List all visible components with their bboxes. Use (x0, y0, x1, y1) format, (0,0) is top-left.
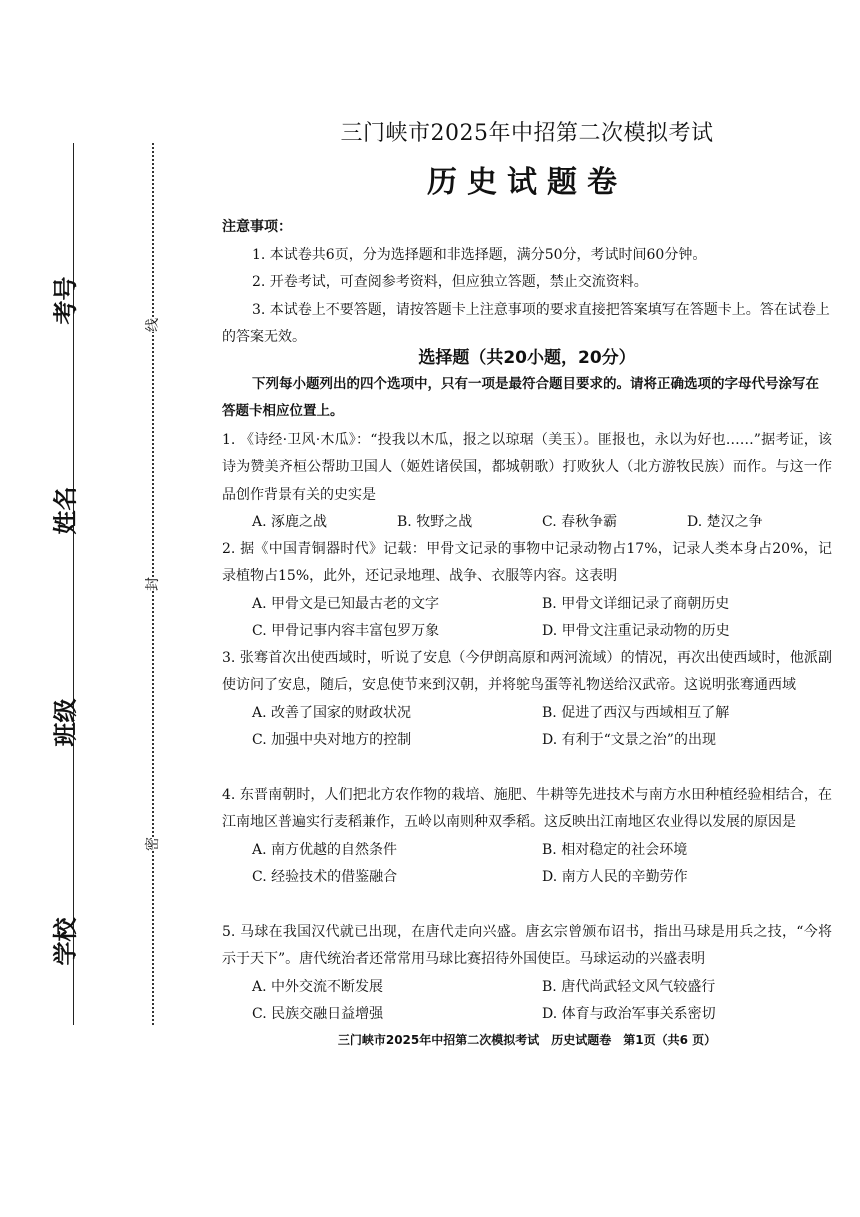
section-instruction: 下列每小题列出的四个选项中，只有一项是最符合题目要求的。请将正确选项的字母代号涂写在答题卡相应位置上。 (222, 376, 819, 419)
option-a: A. 改善了国家的财政状况 (252, 704, 412, 721)
option-d: D. 甲骨文注重记录动物的历史 (542, 623, 730, 640)
option-a: A. 甲骨文是已知最古老的文字 (252, 595, 440, 612)
options-row (222, 864, 832, 891)
options-row (222, 591, 832, 618)
school-label: 学校 (51, 917, 80, 966)
question-stem: 3. 张骞首次出使西域时，听说了安息（今伊朗高原和两河流域）的情况，再次出使西域时，他派副使访问了安息，随后，安息使节来到汉朝，并将鸵鸟蛋等礼物送给汉武帝。这说明张骞通西域 (222, 650, 832, 694)
exam-number-label: 考号 (51, 276, 80, 325)
question-stem: 5. 马球在我国汉代就已出现，在唐代走向兴盛。唐玄宗曾颁布诏书，指出马球是用兵之技，“今将示于天下”。唐代统治者还常常用马球比赛招待外国使臣。马球运动的兴盛表明 (222, 924, 832, 968)
option-b: B. 相对稳定的社会环境 (542, 841, 688, 858)
option-a: A. 涿鹿之战 (252, 514, 328, 531)
option-b: B. 唐代尚武轻文风气较盛行 (542, 978, 716, 995)
option-d: D. 体育与政治军事关系密切 (542, 1006, 716, 1023)
options-row (222, 727, 832, 754)
exam-subtitle: 三门峡市2025年中招第二次模拟考试 (340, 121, 714, 146)
cut-mark-seal: 封 (140, 577, 164, 591)
options-row (222, 974, 832, 1001)
question-5 (222, 919, 832, 1029)
cut-mark-line: 线 (140, 318, 164, 332)
question-3 (222, 645, 832, 755)
question-stem: 4. 东晋南朝时，人们把北方农作物的栽培、施肥、牛耕等先进技术与南方水田种植经验相结合，在江南地区普遍实行麦稻兼作，五岭以南则种双季稻。这反映出江南地区农业得以发展的原因是 (222, 787, 832, 831)
section-title: 选择题（共20小题，20分） (418, 348, 636, 368)
option-b: B. 甲骨文详细记录了商朝历史 (542, 595, 730, 612)
question-stem: 2. 据《中国青铜器时代》记载：甲骨文记录的事物中记录动物占17%，记录人类本身占20%，记录植物占15%，此外，还记录地理、战争、衣服等内容。这表明 (222, 541, 832, 585)
question-stem: 1. 《诗经·卫风·木瓜》：“投我以木瓜，报之以琼琚（美玉）。匪报也，永以为好也……”据考证，该诗为赞美齐桓公帮助卫国人（姬姓诸侯国，都城朝歌）打败狄人（北方游牧民族）而作。与这一作品创作背景有关的史实是 (222, 432, 832, 503)
option-c: C. 民族交融日益增强 (252, 1006, 384, 1023)
binding-solid-line (73, 143, 74, 1025)
option-a: A. 中外交流不断发展 (252, 978, 384, 995)
question-4 (222, 782, 832, 892)
options-row (222, 1001, 832, 1028)
name-label: 姓名 (51, 486, 80, 535)
option-b: B. 促进了西汉与西域相互了解 (542, 704, 730, 721)
cut-mark-secret: 密 (140, 837, 164, 851)
option-c: C. 春秋争霸 (542, 514, 618, 531)
notice-heading: 注意事项： (222, 219, 292, 235)
option-c: C. 加强中央对地方的控制 (252, 732, 412, 749)
question-1 (222, 427, 832, 537)
notice-item: 3. 本试卷上不要答题，请按答题卡上注意事项的要求直接把答案填写在答题卡上。答在试卷上的答案无效。 (222, 301, 830, 345)
option-b: B. 牧野之战 (397, 514, 473, 531)
option-d: D. 有利于“文景之治”的出现 (542, 732, 716, 749)
options-row (222, 700, 832, 727)
exam-title: 历史试题卷 (427, 165, 627, 200)
options-row (222, 509, 832, 536)
page-footer: 三门峡市2025年中招第二次模拟考试 历史试题卷 第1页（共6 页） (337, 1033, 717, 1047)
class-label: 班级 (51, 698, 80, 747)
notice-item: 1. 本试卷共6页，分为选择题和非选择题，满分50分，考试时间60分钟。 (252, 246, 707, 263)
option-d: D. 南方人民的辛勤劳作 (542, 869, 688, 886)
notice-block (222, 214, 832, 352)
question-2 (222, 536, 832, 646)
notice-item: 2. 开卷考试，可查阅参考资料，但应独立答题，禁止交流资料。 (252, 274, 648, 290)
option-c: C. 甲骨记事内容丰富包罗万象 (252, 623, 440, 640)
options-row (222, 618, 832, 645)
option-a: A. 南方优越的自然条件 (252, 841, 398, 858)
option-d: D. 楚汉之争 (687, 514, 763, 531)
options-row (222, 837, 832, 864)
option-c: C. 经验技术的借鉴融合 (252, 869, 398, 886)
